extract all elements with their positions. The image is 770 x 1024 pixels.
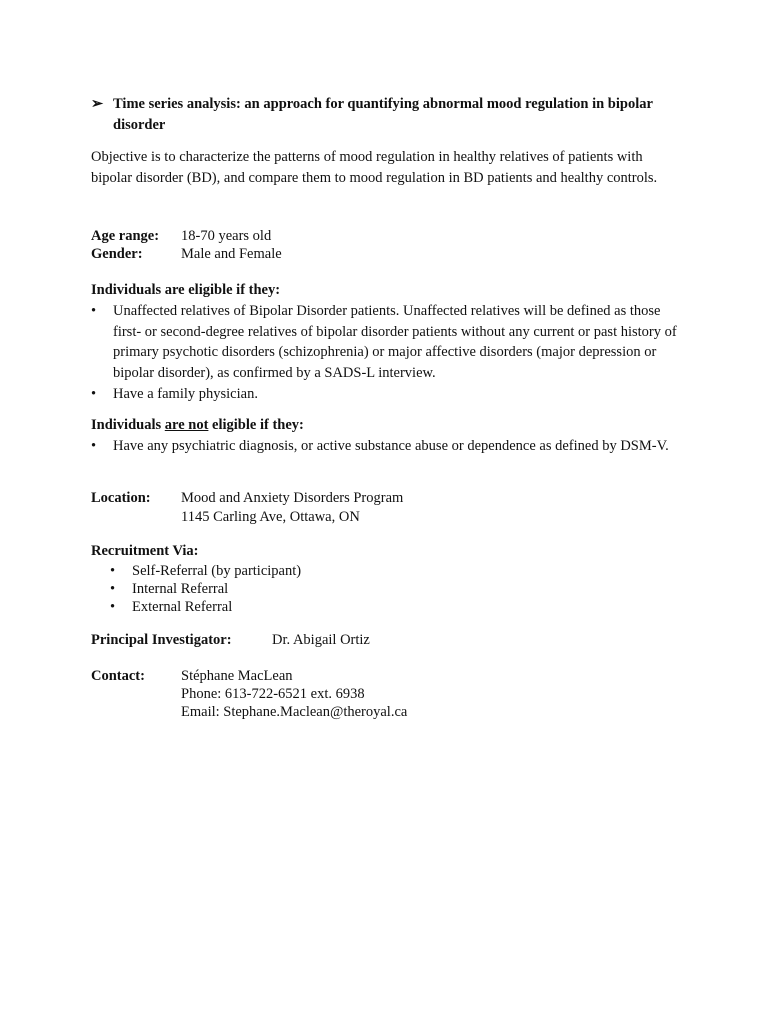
age-range-value: 18-70 years old [181, 228, 272, 244]
recruitment-item-text: External Referral [132, 599, 233, 616]
eligible-item [91, 301, 681, 384]
location-line2: 1145 Carling Ave, Ottawa, ON [181, 509, 360, 525]
location-line1: Mood and Anxiety Disorders Program [181, 490, 404, 506]
bullet-icon: • [110, 599, 116, 616]
not-eligible-item [91, 436, 681, 457]
eligible-item-text: Have a family physician. [113, 385, 258, 402]
recruitment-section [91, 541, 691, 616]
location-label: Location: [91, 490, 151, 506]
gender-label: Gender: [91, 246, 143, 262]
heading-underlined: are not [164, 417, 209, 433]
bullet-icon: • [110, 563, 116, 580]
recruitment-item [110, 580, 691, 598]
eligible-heading: Individuals are eligible if they: [91, 282, 281, 298]
objective-paragraph: Objective is to characterize the patterns of mood regulation in healthy relatives of patients with bipolar disorder (BD), and compare them to mood regulation in BD patients and healthy controls. [91, 149, 658, 186]
pi-value: Dr. Abigail Ortiz [272, 632, 370, 648]
eligible-item [91, 384, 681, 405]
not-eligible-section [91, 415, 681, 457]
eligible-section [91, 280, 681, 405]
study-title [91, 94, 691, 136]
bullet-icon: • [91, 303, 97, 320]
contact-email: Email: Stephane.Maclean@theroyal.ca [181, 704, 408, 720]
bullet-icon: • [91, 438, 97, 455]
eligible-item-text: Unaffected relatives of Bipolar Disorder patients. Unaffected relatives will be defined as those first- or second-degree relatives of bipolar disorder patients without any current or past history of primary psychotic disorders (schizophrenia) or major affective disorders (major depression or bipolar disorder), as confirmed by a SADS-L interview. [113, 303, 677, 382]
not-eligible-item-text: Have any psychiatric diagnosis, or active substance abuse or dependence as defined by DSM-V. [113, 438, 669, 455]
pi-label: Principal Investigator: [91, 632, 232, 648]
recruitment-item [110, 598, 691, 616]
recruitment-item-text: Self-Referral (by participant) [132, 563, 302, 580]
gender-value: Male and Female [181, 246, 282, 262]
recruitment-item-text: Internal Referral [132, 581, 229, 598]
contact-label: Contact: [91, 668, 145, 684]
not-eligible-heading [91, 415, 681, 436]
study-title-text: Time series analysis: an approach for quantifying abnormal mood regulation in bipolar disorder [113, 96, 653, 134]
recruitment-item [110, 562, 691, 580]
age-range-label: Age range: [91, 228, 160, 244]
arrow-bullet-icon: ➢ [91, 96, 104, 112]
heading-part: eligible if they: [208, 417, 304, 433]
heading-part: Individuals [91, 417, 165, 433]
contact-name: Stéphane MacLean [181, 668, 293, 684]
recruitment-heading: Recruitment Via: [91, 543, 199, 559]
contact-phone: Phone: 613-722-6521 ext. 6938 [181, 686, 365, 702]
bullet-icon: • [91, 385, 97, 402]
bullet-icon: • [110, 581, 116, 598]
